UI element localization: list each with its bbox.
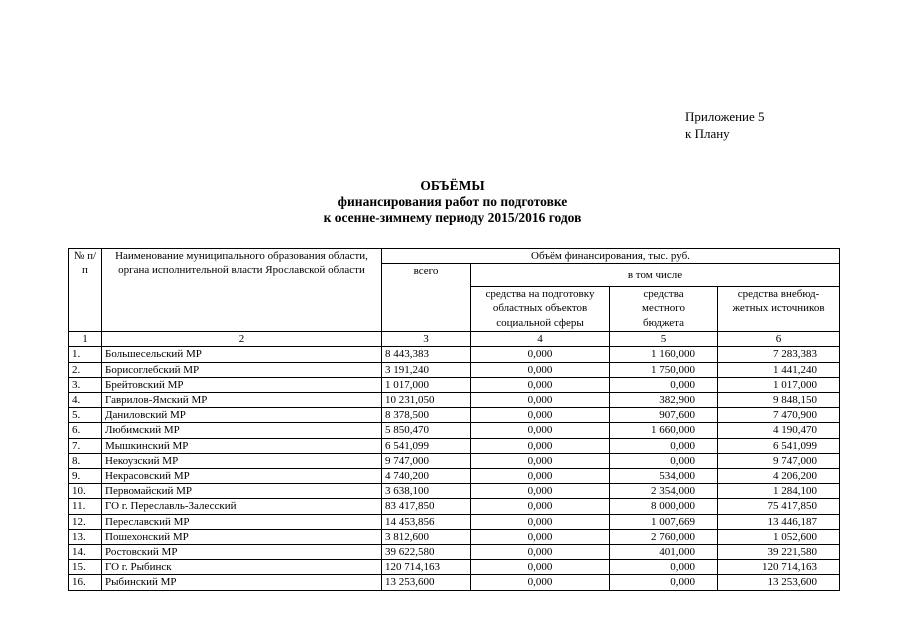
extra-value: 13 446,187 [718,514,840,529]
table-row [69,469,840,484]
extra-value: 9 848,150 [718,393,840,408]
municipality-name: Борисоглебский МР [102,362,382,377]
table-row [69,347,840,362]
header-name: Наименование муниципального образования области, органа исполнительной власти Ярославской области [102,249,382,332]
table-row [69,499,840,514]
local-value: 0,000 [610,560,718,575]
local-value: 2 354,000 [610,484,718,499]
regional-value: 0,000 [471,347,610,362]
title-line-3: к осенне-зимнему периоду 2015/2016 годов [323,210,582,225]
municipality-name: Некоузский МР [102,453,382,468]
row-number: 8. [69,453,102,468]
title-line-1: ОБЪЁМЫ [420,178,485,193]
extra-value: 9 747,000 [718,453,840,468]
table-row [69,377,840,392]
municipality-name: Брейтовский МР [102,377,382,392]
row-number: 5. [69,408,102,423]
table-row [69,560,840,575]
municipality-name: Некрасовский МР [102,469,382,484]
regional-value: 0,000 [471,575,610,590]
local-value: 8 000,000 [610,499,718,514]
extra-value: 1 052,600 [718,529,840,544]
regional-value: 0,000 [471,453,610,468]
table-row [69,529,840,544]
total-value: 3 638,100 [382,484,471,499]
total-value: 83 417,850 [382,499,471,514]
extra-value: 7 470,900 [718,408,840,423]
col-number: 1 [69,332,102,347]
regional-value: 0,000 [471,484,610,499]
regional-value: 0,000 [471,545,610,560]
regional-value: 0,000 [471,362,610,377]
total-value: 8 443,383 [382,347,471,362]
municipality-name: Любимский МР [102,423,382,438]
appendix-line-1: Приложение 5 [685,109,765,124]
regional-value: 0,000 [471,469,610,484]
table-row [69,423,840,438]
municipality-name: Ростовский МР [102,545,382,560]
local-value: 0,000 [610,438,718,453]
total-value: 120 714,163 [382,560,471,575]
municipality-name: ГО г. Рыбинск [102,560,382,575]
local-value: 2 760,000 [610,529,718,544]
regional-value: 0,000 [471,423,610,438]
total-value: 6 541,099 [382,438,471,453]
total-value: 10 231,050 [382,393,471,408]
header-row-1 [69,249,840,264]
total-value: 1 017,000 [382,377,471,392]
col-number: 3 [382,332,471,347]
table-row [69,453,840,468]
municipality-name: Пошехонский МР [102,529,382,544]
total-value: 4 740,200 [382,469,471,484]
extra-value: 1 441,240 [718,362,840,377]
row-number: 6. [69,423,102,438]
extra-value: 120 714,163 [718,560,840,575]
header-extra: средства внебюд-жетных источников [718,287,840,332]
local-value: 0,000 [610,453,718,468]
local-value: 382,900 [610,393,718,408]
appendix-label [685,108,765,142]
row-number: 3. [69,377,102,392]
regional-value: 0,000 [471,393,610,408]
regional-value: 0,000 [471,529,610,544]
header-volume: Объём финансирования, тыс. руб. [382,249,840,264]
header-regional: средства на подготовку областных объектов социальной сферы [471,287,610,332]
row-number: 16. [69,575,102,590]
local-value: 1 160,000 [610,347,718,362]
row-number: 4. [69,393,102,408]
extra-value: 39 221,580 [718,545,840,560]
table-row [69,393,840,408]
header-local: средства местного бюджета [610,287,718,332]
total-value: 13 253,600 [382,575,471,590]
row-number: 7. [69,438,102,453]
extra-value: 6 541,099 [718,438,840,453]
col-number: 6 [718,332,840,347]
col-number: 2 [102,332,382,347]
local-value: 1 007,669 [610,514,718,529]
municipality-name: Переславский МР [102,514,382,529]
local-value: 0,000 [610,575,718,590]
header-including: в том числе [471,264,840,287]
row-number: 9. [69,469,102,484]
col-number: 4 [471,332,610,347]
municipality-name: Гаврилов-Ямский МР [102,393,382,408]
document-title [0,178,905,226]
extra-value: 4 206,200 [718,469,840,484]
header-total: всего [382,264,471,332]
total-value: 8 378,500 [382,408,471,423]
column-numbers-row [69,332,840,347]
row-number: 1. [69,347,102,362]
header-num: № п/п [69,249,102,332]
municipality-name: Первомайский МР [102,484,382,499]
municipality-name: Большесельский МР [102,347,382,362]
extra-value: 13 253,600 [718,575,840,590]
appendix-line-2: к Плану [685,126,730,141]
extra-value: 4 190,470 [718,423,840,438]
table-row [69,484,840,499]
row-number: 2. [69,362,102,377]
local-value: 534,000 [610,469,718,484]
row-number: 11. [69,499,102,514]
financing-table [68,248,840,591]
extra-value: 1 017,000 [718,377,840,392]
local-value: 401,000 [610,545,718,560]
local-value: 1 660,000 [610,423,718,438]
table-row [69,545,840,560]
regional-value: 0,000 [471,499,610,514]
regional-value: 0,000 [471,438,610,453]
total-value: 39 622,580 [382,545,471,560]
table-row [69,575,840,590]
municipality-name: Мышкинский МР [102,438,382,453]
table-row [69,438,840,453]
extra-value: 75 417,850 [718,499,840,514]
total-value: 9 747,000 [382,453,471,468]
regional-value: 0,000 [471,514,610,529]
row-number: 13. [69,529,102,544]
extra-value: 1 284,100 [718,484,840,499]
municipality-name: ГО г. Переславль-Залесский [102,499,382,514]
local-value: 0,000 [610,377,718,392]
total-value: 14 453,856 [382,514,471,529]
extra-value: 7 283,383 [718,347,840,362]
regional-value: 0,000 [471,408,610,423]
col-number: 5 [610,332,718,347]
table-row [69,514,840,529]
local-value: 1 750,000 [610,362,718,377]
regional-value: 0,000 [471,377,610,392]
row-number: 14. [69,545,102,560]
total-value: 3 191,240 [382,362,471,377]
row-number: 12. [69,514,102,529]
total-value: 3 812,600 [382,529,471,544]
local-value: 907,600 [610,408,718,423]
table-row [69,362,840,377]
title-line-2: финансирования работ по подготовке [337,194,568,209]
municipality-name: Даниловский МР [102,408,382,423]
row-number: 10. [69,484,102,499]
total-value: 5 850,470 [382,423,471,438]
municipality-name: Рыбинский МР [102,575,382,590]
row-number: 15. [69,560,102,575]
regional-value: 0,000 [471,560,610,575]
table-row [69,408,840,423]
